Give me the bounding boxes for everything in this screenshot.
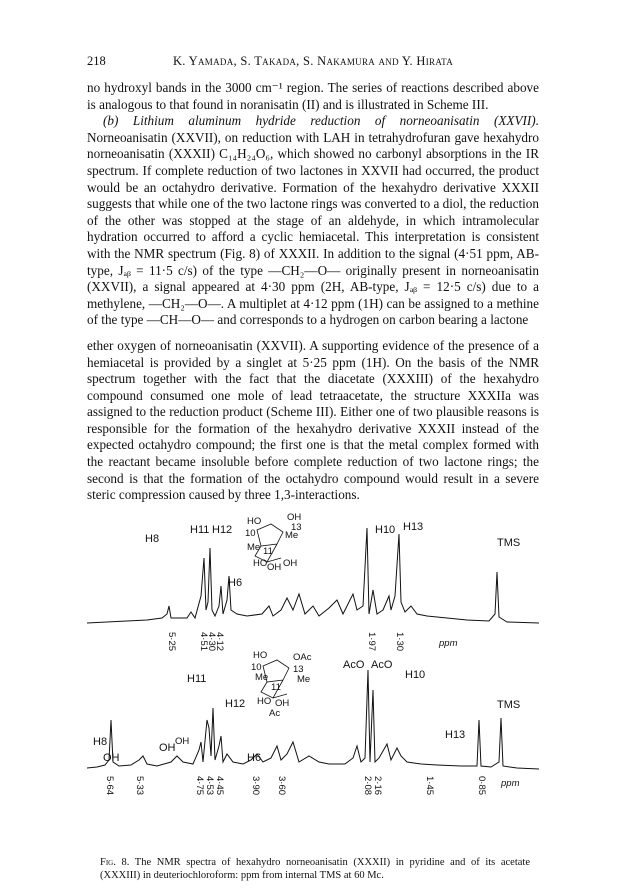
- bottom-tick-2: 4·75: [194, 776, 205, 796]
- top-unit: ppm: [439, 638, 458, 649]
- bottom-tick-5: 3·90: [250, 776, 261, 796]
- top-struct-1: OH: [287, 512, 302, 523]
- bottom-tick-3: 4·53: [204, 776, 215, 796]
- top-struct-6: 11: [263, 546, 273, 557]
- top-struct-7: HO: [253, 558, 268, 569]
- paragraph-2-text: Norneoanisatin (XXVII), on reduction with LAH in tetrahydrofuran gave hexahydro norneoanisatin (XXXII) C₁₄H₂₄O₆, which showed no carbonyl absorptions in the IR spectrum. If complete reduction of two lactones in XXVII had occurred, the product would be an octahydro derivative. Formation of the hexahydro derivative XXXII suggests that while one of the two lactone rings was converted to a diol, the reduction of the other was stopped at the stage of an aldehyde, in which intramolecular hydration occurred to afford a cyclic hemiacetal. This interpretation is consistent with the NMR spectrum (Fig. 8) of XXXII. In addition to the signal (4·51 ppm, AB-type, Jₐᵦ = 11·5 c/s) of the type —CH₂—O— originally present in norneoanisatin (XXVII), a signal appeared at 4·30 ppm (2H, AB-type, Jₐᵦ = 12·5 c/s) due to a methylene, —CH₂—O—. A multiplet at 4·12 ppm (1H) can be assigned to a methine of the type —CH—O— and corresponds to a hydrogen on carbon bearing a lactone: [87, 129, 539, 328]
- top-struct-2: 13: [291, 522, 302, 533]
- top-tick-4: 1·97: [366, 632, 377, 652]
- bottom-tick-10: 0·85: [476, 776, 487, 796]
- bottom-peak-label-8: AcO: [371, 659, 393, 671]
- bottom-unit: ppm: [501, 778, 520, 789]
- top-peak-label-1: H11: [190, 524, 210, 536]
- top-struct-4: 10: [245, 528, 256, 539]
- bottom-tick-6: 3·60: [276, 776, 287, 796]
- top-struct-9: OH: [283, 558, 298, 569]
- paragraph-1: no hydroxyl bands in the 3000 cm⁻¹ region. The series of reactions described above is analogous to that found in noranisatin (II) and is illustrated in Scheme III.: [87, 80, 539, 112]
- bottom-peak-label-1: OH: [103, 752, 120, 764]
- bottom-trace: [87, 670, 539, 769]
- bottom-struct-8: OH: [275, 698, 290, 709]
- bottom-peak-label-11: TMS: [497, 699, 521, 711]
- top-peak-label-5: H13: [403, 521, 424, 533]
- top-struct-8: OH: [267, 562, 282, 573]
- paragraph-3: ether oxygen of norneoanisatin (XXVII). A supporting evidence of the presence of a hemiacetal is provided by a singlet at 5·25 ppm (1H). On the basis of the NMR spectrum together with the fact that the diacetate (XXXIII) of the hexahydro compound consumed one mole of lead tetraacetate, the structure XXXIIa was assigned to the reduction product (Scheme III). Either one of two plausible reasons is responsible for the formation of the hexahydro derivative XXXII instead of the expected octahydro compound; the first one is that the metal complex formed with the reactant became insoluble before complete reduction of two lactone rings; the second is that the formation of the octahydro compound would result in a severe steric compression caused by three 1,3-interactions.: [87, 337, 539, 503]
- bottom-struct-5: Me: [297, 674, 311, 685]
- section-heading: (b) Lithium aluminum hydride reduction of norneoanisatin (XXVII).: [103, 113, 539, 129]
- bottom-tick-9: 1·45: [424, 776, 435, 796]
- bottom-struct-1: OAc: [293, 652, 312, 663]
- bottom-peak-label-7: AcO: [343, 659, 365, 671]
- bottom-struct-3: Me: [255, 672, 269, 683]
- top-peak-label-0: H8: [145, 533, 160, 545]
- bottom-tick-1: 5·33: [134, 776, 145, 796]
- bottom-peak-label-2: OH: [159, 742, 176, 754]
- top-spectrum: [87, 512, 539, 651]
- bottom-struct-4: 13: [293, 664, 304, 675]
- figure-caption: [100, 856, 530, 882]
- bottom-struct-6: 11: [271, 682, 281, 693]
- caption-label: Fig. 8.: [100, 857, 130, 868]
- top-tick-1: 4·51: [198, 632, 209, 652]
- caption-text: The NMR spectra of hexahydro norneoanisatin (XXXII) in pyridine and of its acetate (XXXIII) in deuteriochloroform: ppm from internal TMS at 60 Mc.: [100, 857, 530, 881]
- top-struct-0: HO: [247, 516, 262, 527]
- top-peak-label-6: TMS: [497, 537, 521, 549]
- nmr-spectra-figure: [87, 510, 539, 850]
- author-line: K. Yamada, S. Takada, S. Nakamura and Y. Hirata: [172, 54, 454, 68]
- body-text: [87, 80, 539, 504]
- top-tick-0: 5·25: [166, 632, 177, 652]
- top-peak-label-3: H6: [228, 577, 243, 589]
- top-struct-3: Me: [285, 530, 299, 541]
- bottom-struct-0: HO: [253, 650, 268, 661]
- paragraph-2: [87, 113, 539, 329]
- top-tick-2: 4·30: [206, 632, 217, 652]
- bottom-peak-label-6: H6: [247, 752, 262, 764]
- bottom-tick-4: 4·45: [214, 776, 225, 796]
- bottom-tick-8: 2·16: [372, 776, 383, 796]
- top-tick-3: 4·12: [214, 632, 225, 652]
- bottom-peak-label-4: H11: [187, 673, 207, 685]
- bottom-peak-label-10: H13: [445, 729, 466, 741]
- bottom-struct-2: 10: [251, 662, 262, 673]
- bottom-tick-7: 2·08: [362, 776, 373, 796]
- bottom-peak-label-9: H10: [405, 669, 426, 681]
- bottom-peak-label-3: OH: [175, 736, 190, 747]
- bottom-peak-label-5: H12: [225, 698, 246, 710]
- bottom-spectrum: [87, 650, 539, 795]
- top-tick-5: 1·30: [394, 632, 405, 652]
- bottom-struct-7: HO: [257, 696, 272, 707]
- page-number: 218: [87, 54, 106, 68]
- top-peak-label-2: H12: [212, 524, 233, 536]
- top-struct-5: Me: [247, 542, 261, 553]
- top-peak-label-4: H10: [375, 524, 396, 536]
- bottom-tick-0: 5·64: [104, 776, 115, 796]
- bottom-peak-label-0: H8: [93, 736, 108, 748]
- bottom-struct-9: Ac: [269, 708, 281, 719]
